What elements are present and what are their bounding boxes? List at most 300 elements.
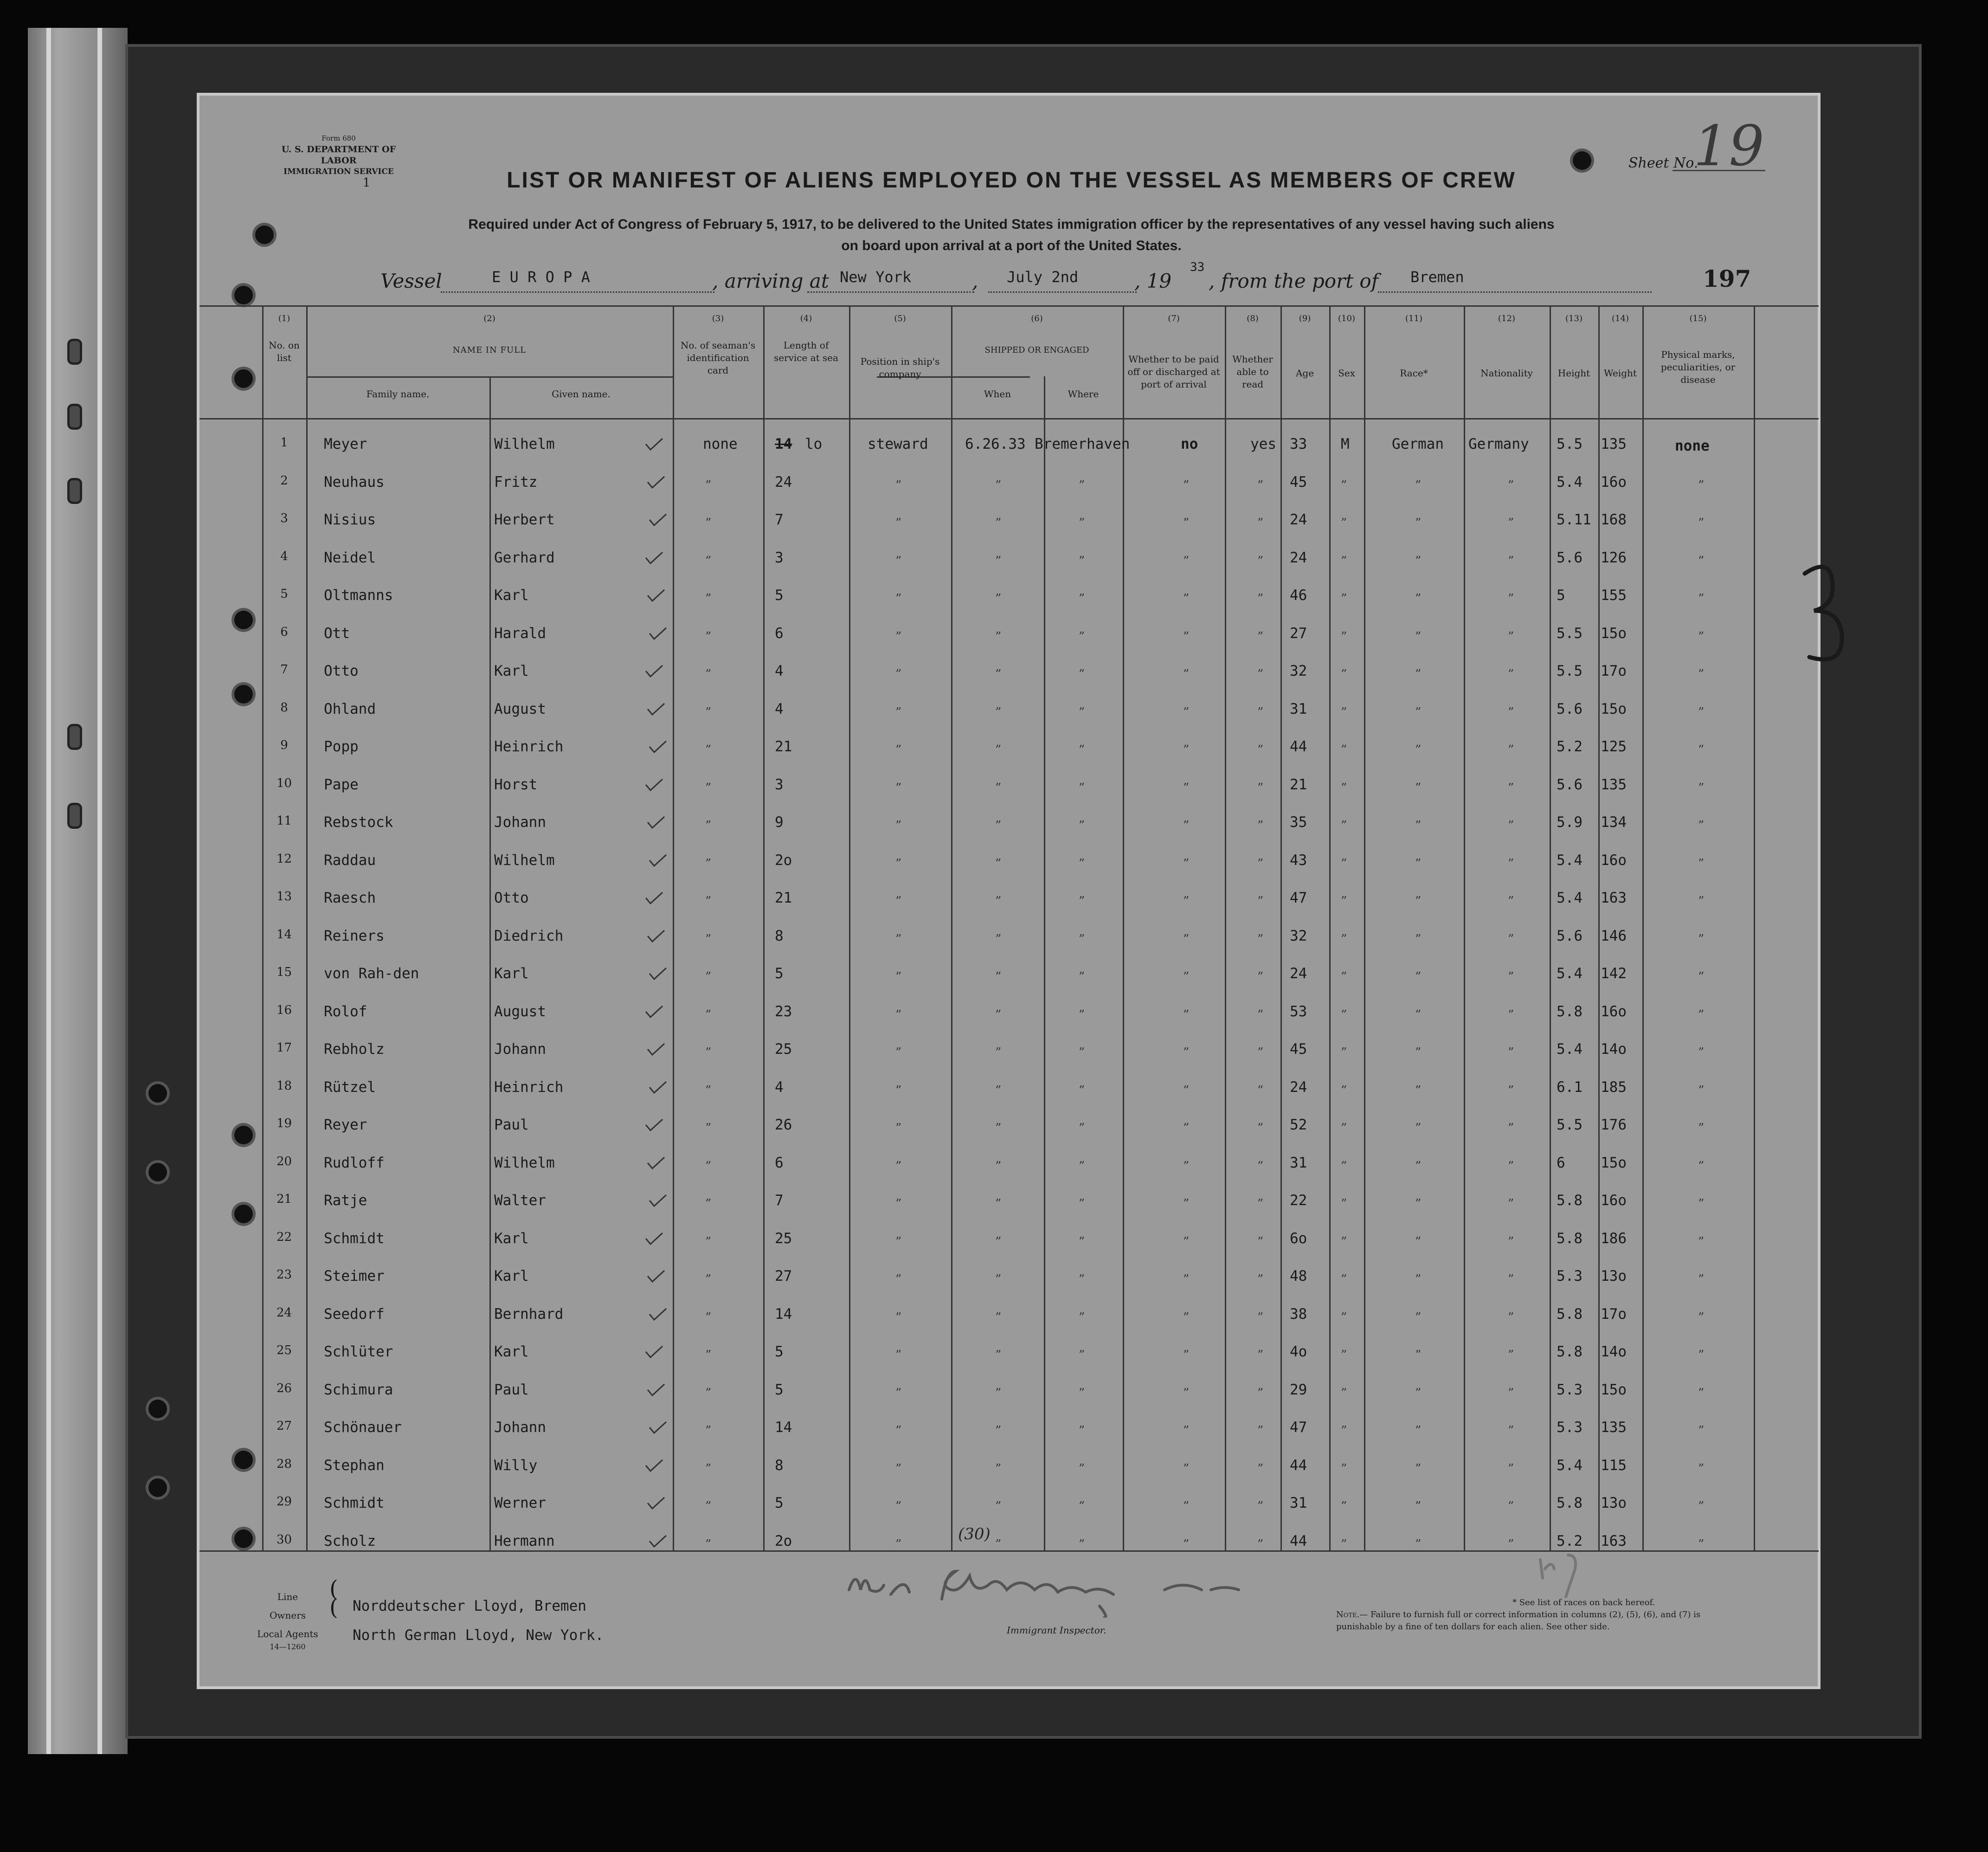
sex-ditto: ”	[1341, 894, 1347, 908]
age: 31	[1290, 1495, 1307, 1511]
given-name: August	[494, 700, 546, 717]
position-ditto: ”	[895, 554, 902, 568]
arriving-label: , arriving at	[712, 270, 829, 292]
local-agents-label: Local Agents	[257, 1628, 318, 1639]
physical-ditto: ”	[1698, 1310, 1705, 1324]
weight: 17o	[1601, 1305, 1627, 1323]
given-name: August	[494, 1003, 546, 1020]
arrival-date: July 2nd	[1007, 268, 1079, 286]
where-ditto: ”	[1079, 1499, 1085, 1513]
sex-ditto: ”	[1341, 1424, 1347, 1438]
id-card-ditto: ”	[705, 1045, 712, 1059]
id-card-ditto: ”	[705, 781, 712, 795]
race-ditto: ”	[1415, 1386, 1422, 1400]
position-ditto: ”	[895, 667, 902, 681]
able-read-ditto: ”	[1257, 819, 1264, 832]
weight: 15o	[1601, 700, 1627, 717]
col-rule	[1550, 305, 1551, 1550]
sex-value: M	[1341, 436, 1350, 452]
weight: 135	[1601, 776, 1627, 793]
header-paid-off: Whether to be paid off or discharged at port of arrival	[1127, 354, 1220, 390]
weight: 146	[1601, 927, 1627, 944]
check-mark-icon	[647, 1383, 665, 1396]
line-value: Norddeutscher Lloyd, Bremen	[353, 1598, 586, 1614]
row-number: 29	[276, 1495, 292, 1509]
binder-hole	[67, 404, 82, 430]
row-number: 26	[276, 1381, 292, 1395]
where-ditto: ”	[1079, 554, 1085, 568]
col-rule	[1123, 305, 1124, 1550]
form-number: Form 680	[322, 134, 356, 142]
weight: 16o	[1601, 473, 1627, 490]
row-number: 3	[280, 511, 288, 525]
nationality-ditto: ”	[1508, 1499, 1514, 1513]
paid-off-ditto: ”	[1183, 1007, 1190, 1022]
id-card-ditto: ”	[705, 932, 712, 946]
service-length: 4	[775, 1078, 784, 1096]
when-ditto: ”	[995, 1499, 1002, 1513]
physical-ditto: ”	[1698, 1121, 1705, 1135]
shipped-where-value: Bremerhaven	[1035, 436, 1130, 452]
paid-off-ditto: ”	[1183, 781, 1190, 795]
sex-ditto: ”	[1341, 932, 1347, 946]
header-nationality: Nationality	[1480, 368, 1533, 379]
service-length: 9	[775, 814, 784, 831]
race-ditto: ”	[1415, 894, 1422, 908]
given-name: Bernhard	[494, 1305, 564, 1323]
header-age: Age	[1295, 368, 1314, 379]
height: 5.5	[1557, 663, 1583, 679]
arriving-port: New York	[840, 268, 912, 286]
where-ditto: ”	[1079, 1083, 1085, 1097]
age: 29	[1290, 1381, 1307, 1398]
position-ditto: ”	[895, 1272, 902, 1286]
page-title: LIST OR MANIFEST OF ALIENS EMPLOYED ON THE VESSEL AS MEMBERS OF CREW	[507, 168, 1516, 193]
col-rule	[1329, 305, 1331, 1550]
col-number: (11)	[1405, 314, 1422, 323]
col-number: (3)	[712, 314, 724, 323]
weight: 125	[1601, 738, 1627, 755]
where-ditto: ”	[1079, 667, 1085, 681]
shipped-when-value: 6.26.33	[965, 436, 1026, 452]
where-ditto: ”	[1079, 705, 1085, 719]
position-ditto: ”	[895, 516, 902, 530]
row-number: 2	[280, 473, 288, 488]
weight: 135	[1601, 436, 1627, 452]
service-length: 5	[775, 1343, 784, 1360]
row-number: 4	[280, 549, 288, 563]
race-ditto: ”	[1415, 592, 1422, 606]
given-name: Karl	[494, 965, 529, 982]
given-name: Herbert	[494, 511, 555, 528]
check-mark-icon	[649, 1535, 667, 1548]
when-ditto: ”	[995, 1310, 1002, 1324]
sex-ditto: ”	[1341, 1197, 1347, 1211]
id-card-ditto: ”	[705, 1197, 712, 1211]
col-number: (15)	[1689, 314, 1707, 323]
nationality-ditto: ”	[1508, 1461, 1514, 1476]
family-name: Ratje	[324, 1192, 367, 1209]
race-ditto: ”	[1415, 1121, 1422, 1135]
race-ditto: ”	[1415, 478, 1422, 492]
row-number: 9	[280, 738, 288, 752]
age: 47	[1290, 890, 1307, 906]
nationality-ditto: ”	[1508, 1007, 1514, 1022]
row-number: 10	[276, 776, 292, 790]
paid-off-ditto: ”	[1183, 1424, 1190, 1438]
given-name: Diedrich	[494, 927, 564, 944]
position-ditto: ”	[895, 1197, 902, 1211]
physical-ditto: ”	[1698, 478, 1705, 492]
id-card-ditto: ”	[705, 629, 712, 644]
row-number: 1	[280, 436, 288, 450]
nationality-ditto: ”	[1508, 781, 1514, 795]
position-ditto: ”	[895, 781, 902, 795]
age: 48	[1290, 1268, 1307, 1284]
sex-ditto: ”	[1341, 1083, 1347, 1097]
service-length: 14	[775, 1419, 792, 1436]
weight: 14o	[1601, 1041, 1627, 1058]
agents-value: North German Lloyd, New York.	[353, 1627, 604, 1644]
position-ditto: ”	[895, 1537, 902, 1551]
row-number: 23	[276, 1268, 292, 1282]
nationality-ditto: ”	[1508, 1045, 1514, 1059]
brace-mark: (	[329, 1576, 338, 1602]
penalty-note	[1336, 1609, 1744, 1633]
race-ditto: ”	[1415, 781, 1422, 795]
nationality-ditto: ”	[1508, 629, 1514, 644]
weight: 155	[1601, 587, 1627, 604]
nationality-ditto: ”	[1508, 1083, 1514, 1097]
nationality-ditto: ”	[1508, 1121, 1514, 1135]
given-name: Harald	[494, 625, 546, 642]
col-number: (1)	[278, 314, 290, 323]
row-number: 22	[276, 1230, 292, 1244]
check-mark-icon	[645, 1005, 663, 1018]
able-read-ditto: ”	[1257, 1386, 1264, 1400]
able-read-ditto: ”	[1257, 516, 1264, 530]
family-name: Stephan	[324, 1457, 385, 1474]
able-read-ditto: ”	[1257, 1272, 1264, 1286]
page-subtitle	[408, 214, 1615, 257]
header-no-on-list: No. on list	[269, 340, 300, 363]
nationality-ditto: ”	[1508, 667, 1514, 681]
where-ditto: ”	[1079, 592, 1085, 606]
sex-ditto: ”	[1341, 819, 1347, 832]
service-length: 5	[775, 587, 784, 604]
given-name: Wilhelm	[494, 1154, 555, 1171]
service-length: 21	[775, 890, 792, 906]
from-port-underline	[1378, 291, 1652, 293]
physical-ditto: ”	[1698, 629, 1705, 644]
col-rule	[1642, 305, 1644, 1550]
race-ditto: ”	[1415, 629, 1422, 644]
race-ditto: ”	[1415, 1159, 1422, 1173]
col-number: (10)	[1338, 314, 1355, 323]
height: 5.8	[1557, 1305, 1583, 1323]
sex-ditto: ”	[1341, 1461, 1347, 1476]
family-name: Rützel	[324, 1078, 376, 1096]
service-name: IMMIGRATION SERVICE	[283, 167, 394, 176]
able-read-ditto: ”	[1257, 856, 1264, 871]
position-ditto: ”	[895, 705, 902, 719]
position-ditto: ”	[895, 592, 902, 606]
position-ditto: ”	[895, 1234, 902, 1249]
punch-hole	[234, 286, 253, 304]
family-name: Ohland	[324, 700, 376, 717]
family-name: Schmidt	[324, 1230, 385, 1247]
total-count: (30)	[958, 1525, 991, 1543]
able-read-ditto: ”	[1257, 1045, 1264, 1059]
able-read-ditto: ”	[1257, 932, 1264, 946]
able-read-ditto: ”	[1257, 667, 1264, 681]
when-ditto: ”	[995, 667, 1002, 681]
row-number: 27	[276, 1419, 292, 1433]
where-ditto: ”	[1079, 1159, 1085, 1173]
when-ditto: ”	[995, 1424, 1002, 1438]
row-number: 5	[280, 587, 288, 601]
nationality-ditto: ”	[1508, 1234, 1514, 1249]
check-mark-icon	[645, 551, 663, 564]
height: 5.5	[1557, 625, 1583, 642]
position-ditto: ”	[895, 856, 902, 871]
row-number: 25	[276, 1343, 292, 1357]
physical-ditto: ”	[1698, 1461, 1705, 1476]
given-name: Johann	[494, 1419, 546, 1436]
id-card-ditto: ”	[705, 1121, 712, 1135]
service-length: 6	[775, 625, 784, 642]
note-label: Note.	[1336, 1610, 1360, 1620]
weight: 186	[1601, 1230, 1627, 1247]
col-number: (7)	[1168, 314, 1180, 323]
col-rule	[1280, 305, 1282, 1550]
row-number: 12	[276, 852, 292, 866]
when-ditto: ”	[995, 932, 1002, 946]
sex-ditto: ”	[1341, 781, 1347, 795]
age: 53	[1290, 1003, 1307, 1020]
family-name: Rebholz	[324, 1041, 385, 1058]
sex-ditto: ”	[1341, 705, 1347, 719]
manifest-page	[197, 93, 1821, 1689]
given-name: Werner	[494, 1495, 546, 1511]
nationality-value: Germany	[1468, 436, 1529, 452]
paid-off-ditto: ”	[1183, 970, 1190, 984]
service-struck-value: 14	[775, 436, 792, 452]
id-card-ditto: ”	[705, 667, 712, 681]
family-name: Oltmanns	[324, 587, 393, 604]
position-ditto: ”	[895, 932, 902, 946]
given-name: Karl	[494, 1268, 529, 1284]
physical-ditto: ”	[1698, 1197, 1705, 1211]
nationality-ditto: ”	[1508, 1348, 1514, 1362]
paid-off-ditto: ”	[1183, 856, 1190, 871]
family-name: Neuhaus	[324, 473, 385, 490]
physical-value: none	[1675, 438, 1710, 454]
able-read-ditto: ”	[1257, 1197, 1264, 1211]
position-ditto: ”	[895, 1499, 902, 1513]
age: 31	[1290, 1154, 1307, 1171]
id-card-ditto: ”	[705, 516, 712, 530]
nationality-ditto: ”	[1508, 478, 1514, 492]
paid-off-ditto: ”	[1183, 819, 1190, 832]
height: 5.4	[1557, 473, 1583, 490]
service-length: 27	[775, 1268, 792, 1284]
age: 32	[1290, 663, 1307, 679]
age: 24	[1290, 965, 1307, 982]
punch-hole	[148, 1478, 167, 1497]
race-ditto: ”	[1415, 1499, 1422, 1513]
family-name: Rebstock	[324, 814, 393, 831]
row-number: 7	[280, 663, 288, 677]
id-card-ditto: ”	[705, 1159, 712, 1173]
age: 31	[1290, 700, 1307, 717]
row-number: 30	[276, 1532, 292, 1547]
height: 5.6	[1557, 700, 1583, 717]
weight: 13o	[1601, 1268, 1627, 1284]
col-rule	[1598, 305, 1600, 1550]
weight: 185	[1601, 1078, 1627, 1096]
race-ditto: ”	[1415, 819, 1422, 832]
able-read-ditto: ”	[1257, 1159, 1264, 1173]
position-value: steward	[868, 436, 928, 452]
weight: 14o	[1601, 1343, 1627, 1360]
weight: 15o	[1601, 625, 1627, 642]
able-read-ditto: ”	[1257, 1007, 1264, 1022]
row-number: 6	[280, 625, 288, 639]
sex-ditto: ”	[1341, 592, 1347, 606]
row-number: 24	[276, 1305, 292, 1320]
service-length: 4	[775, 700, 784, 717]
weight: 163	[1601, 890, 1627, 906]
paid-off-ditto: ”	[1183, 629, 1190, 644]
height: 5.4	[1557, 1041, 1583, 1058]
where-ditto: ”	[1079, 970, 1085, 984]
binder-edge	[97, 28, 102, 1754]
race-ditto: ”	[1415, 1461, 1422, 1476]
able-read-ditto: ”	[1257, 781, 1264, 795]
race-ditto: ”	[1415, 705, 1422, 719]
height: 6	[1557, 1154, 1565, 1171]
col-number: (5)	[894, 314, 906, 323]
row-number: 14	[276, 927, 292, 942]
when-ditto: ”	[995, 1386, 1002, 1400]
nationality-ditto: ”	[1508, 1424, 1514, 1438]
when-ditto: ”	[995, 819, 1002, 832]
year-label: , 19	[1134, 270, 1172, 292]
paid-off-ditto: ”	[1183, 1310, 1190, 1324]
paid-off-ditto: ”	[1183, 1348, 1190, 1362]
binder-hole	[67, 339, 82, 365]
when-ditto: ”	[995, 592, 1002, 606]
when-ditto: ”	[995, 894, 1002, 908]
id-card-ditto: ”	[705, 743, 712, 757]
punch-hole	[148, 1163, 167, 1181]
physical-ditto: ”	[1698, 970, 1705, 984]
race-ditto: ”	[1415, 1197, 1422, 1211]
from-port: Bremen	[1410, 268, 1464, 286]
height: 5.8	[1557, 1230, 1583, 1247]
check-mark-icon	[649, 1081, 667, 1094]
position-ditto: ”	[895, 1310, 902, 1324]
binder-hole	[67, 478, 82, 504]
header-able-read: Whether able to read	[1232, 354, 1273, 390]
check-mark-icon	[647, 476, 665, 489]
family-name: Meyer	[324, 436, 367, 452]
position-ditto: ”	[895, 1386, 902, 1400]
age: 32	[1290, 927, 1307, 944]
physical-ditto: ”	[1698, 743, 1705, 757]
header-height: Height	[1557, 368, 1590, 379]
given-name: Johann	[494, 1041, 546, 1058]
age: 24	[1290, 549, 1307, 566]
row-number: 17	[276, 1041, 292, 1055]
sheet-label: Sheet No.	[1628, 155, 1698, 171]
family-name: Schimura	[324, 1381, 393, 1398]
row-number: 18	[276, 1078, 292, 1093]
weight: 134	[1601, 814, 1627, 831]
id-card-ditto: ”	[705, 478, 712, 492]
family-name: Raddau	[324, 852, 376, 869]
when-ditto: ”	[995, 1461, 1002, 1476]
col-rule	[849, 305, 850, 1550]
vessel-label: Vessel	[380, 270, 442, 292]
header-sex: Sex	[1338, 368, 1355, 379]
weight: 16o	[1601, 852, 1627, 869]
family-name: Rolof	[324, 1003, 367, 1020]
age: 24	[1290, 1078, 1307, 1096]
nationality-ditto: ”	[1508, 856, 1514, 871]
race-ditto: ”	[1415, 1310, 1422, 1324]
row-number: 20	[276, 1154, 292, 1168]
from-port-label: , from the port of	[1209, 270, 1379, 292]
header-seaman-id: No. of seaman's identification card	[680, 340, 756, 376]
row-number: 21	[276, 1192, 292, 1206]
able-read-ditto: ”	[1257, 1348, 1264, 1362]
where-ditto: ”	[1079, 1461, 1085, 1476]
when-ditto: ”	[995, 970, 1002, 984]
paid-off-ditto: ”	[1183, 705, 1190, 719]
age: 52	[1290, 1116, 1307, 1133]
when-ditto: ”	[995, 1045, 1002, 1059]
when-ditto: ”	[995, 1121, 1002, 1135]
where-ditto: ”	[1079, 1272, 1085, 1286]
row-number: 8	[280, 700, 288, 715]
sex-ditto: ”	[1341, 478, 1347, 492]
given-name: Karl	[494, 1230, 529, 1247]
age: 45	[1290, 473, 1307, 490]
physical-ditto: ”	[1698, 1083, 1705, 1097]
sex-ditto: ”	[1341, 667, 1347, 681]
paid-off-ditto: ”	[1183, 1159, 1190, 1173]
paid-off-ditto: ”	[1183, 478, 1190, 492]
punch-hole	[234, 1529, 253, 1548]
header-family-name: Family name.	[366, 388, 430, 400]
able-read-ditto: ”	[1257, 1424, 1264, 1438]
where-ditto: ”	[1079, 781, 1085, 795]
weight: 135	[1601, 1419, 1627, 1436]
position-ditto: ”	[895, 743, 902, 757]
id-card-ditto: ”	[705, 1461, 712, 1476]
position-ditto: ”	[895, 1121, 902, 1135]
col-number: (9)	[1299, 314, 1311, 323]
service-length: 7	[775, 511, 784, 528]
sex-ditto: ”	[1341, 1310, 1347, 1324]
when-ditto: ”	[995, 1007, 1002, 1022]
header-physical-marks: Physical marks, peculiarities, or disease	[1660, 349, 1736, 385]
id-card-ditto: ”	[705, 1499, 712, 1513]
punch-hole	[234, 1126, 253, 1144]
nationality-ditto: ”	[1508, 554, 1514, 568]
